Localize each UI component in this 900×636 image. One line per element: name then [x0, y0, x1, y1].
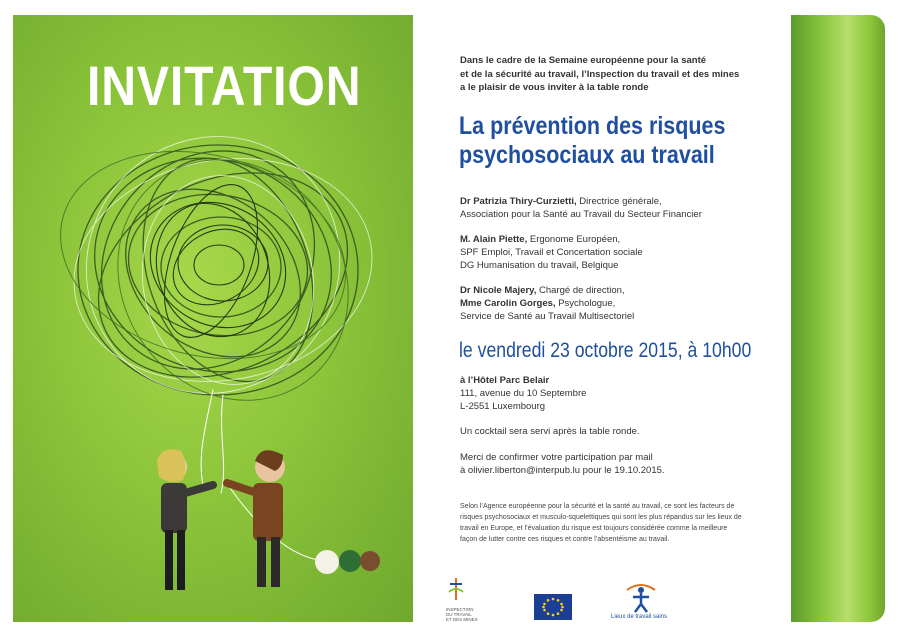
speaker-name: Dr Patrizia Thiry-Curzietti, [460, 196, 577, 207]
venue-name: à l’Hôtel Parc Belair [460, 375, 550, 386]
speaker-item [460, 284, 702, 323]
event-title-line: psychosociaux au travail [459, 141, 715, 169]
event-date: le vendredi 23 octobre 2015, à 10h00 [459, 339, 752, 362]
speaker-role: Directrice générale, [576, 196, 662, 207]
venue-city: L-2551 Luxembourg [460, 401, 546, 412]
rsvp-line: Merci de confirmer votre participation par mail [460, 452, 653, 463]
speaker-item [460, 195, 702, 221]
itm-logo-text: ET DES MINES [446, 617, 478, 622]
speaker-name: M. Alain Piette, [460, 234, 528, 245]
itm-logo-text: INSPECTION [446, 607, 474, 612]
footnote: Selon l’Agence européenne pour la sécurité et la santé au travail, ce sont les facteurs de risques psychosociaux et musculo-squelettiques qui sont les plus répandus sur les lieux de travail en Europe, et l’évaluation du risque est toujours considérée comme la meilleure façon de lutter contre ces risques et contre l’absentéisme au travail. [460, 503, 742, 543]
invitation-title: INVITATION [87, 54, 362, 117]
speaker-affiliation: DG Humanisation du travail, Belgique [460, 260, 619, 271]
intro-line: a le plaisir de vous inviter à la table ronde [460, 82, 649, 93]
event-title-line: La prévention des risques [459, 112, 726, 140]
speaker-affiliation: SPF Emploi, Travail et Concertation sociale [460, 247, 643, 258]
speaker-item [460, 233, 702, 272]
white-yarn-ball [315, 550, 339, 574]
woman-figure [157, 449, 213, 590]
tangled-scribble-illustration [13, 15, 413, 622]
speaker-affiliation: Association pour la Santé au Travail du Secteur Financier [460, 209, 702, 220]
speaker-affiliation: Service de Santé au Travail Multisectoriel [460, 311, 635, 322]
speakers-list [460, 195, 702, 335]
healthy-workplaces-label: Lieux de travail sains [611, 614, 668, 620]
itm-emblem-icon [446, 576, 466, 602]
itm-logo [446, 576, 496, 622]
intro-line: et de la sécurité au travail, l’Inspection du travail et des mines [460, 68, 740, 80]
speaker-role: Chargé de direction, [536, 285, 625, 296]
eu-flag-logo [534, 594, 572, 620]
itm-logo-text: DU TRAVAIL [446, 612, 472, 617]
healthy-workplaces-icon [611, 578, 671, 614]
speaker-name: Mme Carolin Gorges, [460, 298, 556, 309]
venue [460, 374, 586, 413]
speaker-role: Psychologue, [555, 298, 616, 309]
event-title [459, 112, 725, 170]
rsvp-text [460, 451, 665, 477]
cover-panel [13, 15, 413, 622]
decorative-right-band [791, 15, 885, 622]
speaker-name: Dr Nicole Majery, [460, 285, 537, 296]
rsvp-email-line[interactable]: à olivier.liberton@interpub.lu pour le 19.10.2015. [460, 465, 665, 476]
healthy-workplaces-logo [611, 578, 671, 622]
cocktail-note: Un cocktail sera servi après la table ronde. [460, 426, 640, 437]
man-figure [227, 450, 285, 587]
venue-address: 111, avenue du 10 Septembre [460, 388, 587, 399]
intro-line: Dans le cadre de la Semaine européenne pour la santé [460, 55, 707, 66]
brown-yarn-ball [360, 551, 380, 571]
speaker-role: Ergonome Européen, [527, 234, 621, 245]
intro-text [460, 54, 739, 95]
green-yarn-ball [339, 550, 361, 572]
eu-stars-icon [534, 594, 572, 620]
